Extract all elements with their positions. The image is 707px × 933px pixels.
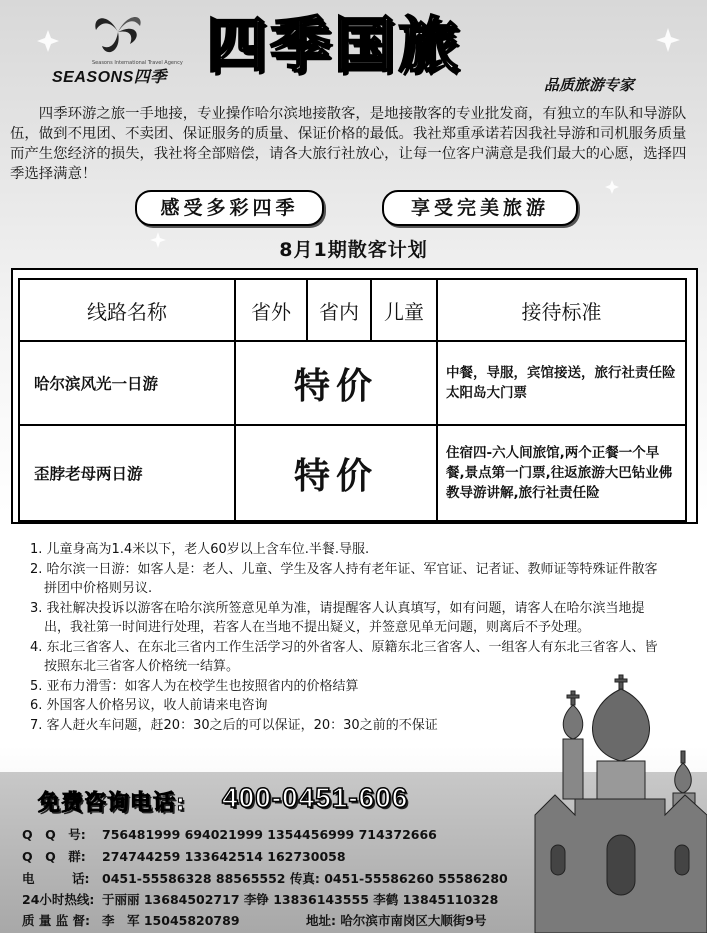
address-text: 哈尔滨市南岗区大顺街9号	[340, 913, 487, 928]
church-illustration	[515, 665, 707, 933]
route-standard: 住宿四-六人间旅馆,两个正餐一个早餐,景点第一门票,往返旅游大巴钻业佛教导游讲解,旅行社责任险	[437, 425, 686, 521]
slogan-left: 感受多彩四季	[135, 190, 324, 226]
note-item: 3. 我社解决投诉以游客在哈尔滨所签意见单为准，请提醒客人认真填写，如有问题，请客人在哈尔滨当地提出，我社第一时间进行处理，若客人在当地不提出疑义，并签意见单无问题，则离后不予处理。	[30, 600, 645, 635]
brand-title: 四季国旅	[206, 11, 462, 81]
hotline-number: 400-0451-606	[222, 782, 409, 813]
qq-group-numbers: 274744259 133642514 162730058	[102, 849, 346, 864]
note-item: 1. 儿童身高为1.4米以下，老人60岁以上含车位.半餐.导服.	[30, 542, 370, 557]
qq-line	[22, 824, 437, 846]
qq-group-line	[22, 846, 346, 868]
plan-title: 8月1期散客计划	[279, 239, 428, 261]
header-child: 儿童	[371, 279, 437, 341]
price-table-frame	[11, 268, 698, 524]
address-label: 地址:	[306, 913, 336, 928]
price-table	[18, 278, 687, 522]
note-item: 5. 亚布力滑雪：如客人为在校学生也按照省内的价格结算	[30, 678, 359, 694]
table-row	[19, 425, 686, 521]
supervisor-line	[22, 910, 240, 932]
table-header-row	[19, 279, 686, 341]
note-item: 2. 哈尔滨一日游：如客人是：老人、儿童、学生及客人持有老年证、军官证、记者证、教师证等特殊证件散客拼团中价格则另议.	[30, 561, 658, 596]
hotline-label: 免费咨询电话:	[38, 791, 186, 816]
hotline24-contacts: 于丽丽 13684502717 李铮 13836143555 李鹤 13845110328	[102, 892, 499, 907]
supervisor-label: 质 量 监 督:	[22, 913, 91, 928]
fax-numbers: 0451-55586260 55586280	[324, 871, 508, 886]
qq-numbers: 756481999 694021999 1354456999 714372666	[102, 827, 437, 842]
qq-label: Q Q 号:	[22, 827, 86, 842]
tagline: 品质旅游专家	[544, 76, 635, 94]
route-name: 歪脖老母两日游	[19, 425, 235, 521]
note-item: 4. 东北三省客人、在东北三省内工作生活学习的外省客人、原籍东北三省客人、一组客人有东北三省客人、皆按照东北三省客人价格统一结算。	[30, 639, 658, 674]
header-route: 线路名称	[19, 279, 235, 341]
seasons-logo-icon	[88, 6, 148, 62]
route-standard: 中餐，导服，宾馆接送，旅行社责任险 太阳岛大门票	[437, 341, 686, 425]
note-item: 7. 客人赶火车问题，赶20：30之后的可以保证，20：30之前的不保证	[30, 717, 438, 733]
address-line	[306, 910, 487, 932]
note-item: 6. 外国客人价格另议，收人前请来电咨询	[30, 698, 268, 713]
header-in-province: 省内	[307, 279, 371, 341]
route-price: 特价	[235, 425, 437, 521]
logo-text: SEASONS四季	[52, 69, 167, 86]
route-name: 哈尔滨风光一日游	[19, 341, 235, 425]
route-price: 特价	[235, 341, 437, 425]
hotline24-line	[22, 889, 498, 911]
phone-label: 电 话:	[22, 871, 90, 886]
qq-group-label: Q Q 群:	[22, 849, 86, 864]
intro-paragraph: 四季环游之旅一手地接，专业操作哈尔滨地接散客，是地接散客的专业批发商，有独立的车队和导游队伍，做到不甩团、不卖团、保证服务的质量、保证价格的最低。我社郑重承诺若因我社导游和司机服务质量而产生您经济的损失，我社将全部赔偿，请各大旅行社放心，让每一位客户满意是我们最大的心愿，选择四季选择满意！	[10, 106, 687, 182]
supervisor-contact: 李 军 15045820789	[102, 913, 240, 928]
phone-line	[22, 868, 508, 890]
logo-subtitle: Seasons International Travel Agency	[92, 60, 183, 66]
phone-numbers: 0451-55586328 88565552	[102, 871, 286, 886]
slogan-right: 享受完美旅游	[382, 190, 578, 226]
table-row	[19, 341, 686, 425]
fax-label: 传真:	[289, 871, 320, 886]
header-standard: 接待标准	[437, 279, 686, 341]
header-out-province: 省外	[235, 279, 307, 341]
hotline24-label: 24小时热线:	[22, 892, 95, 907]
